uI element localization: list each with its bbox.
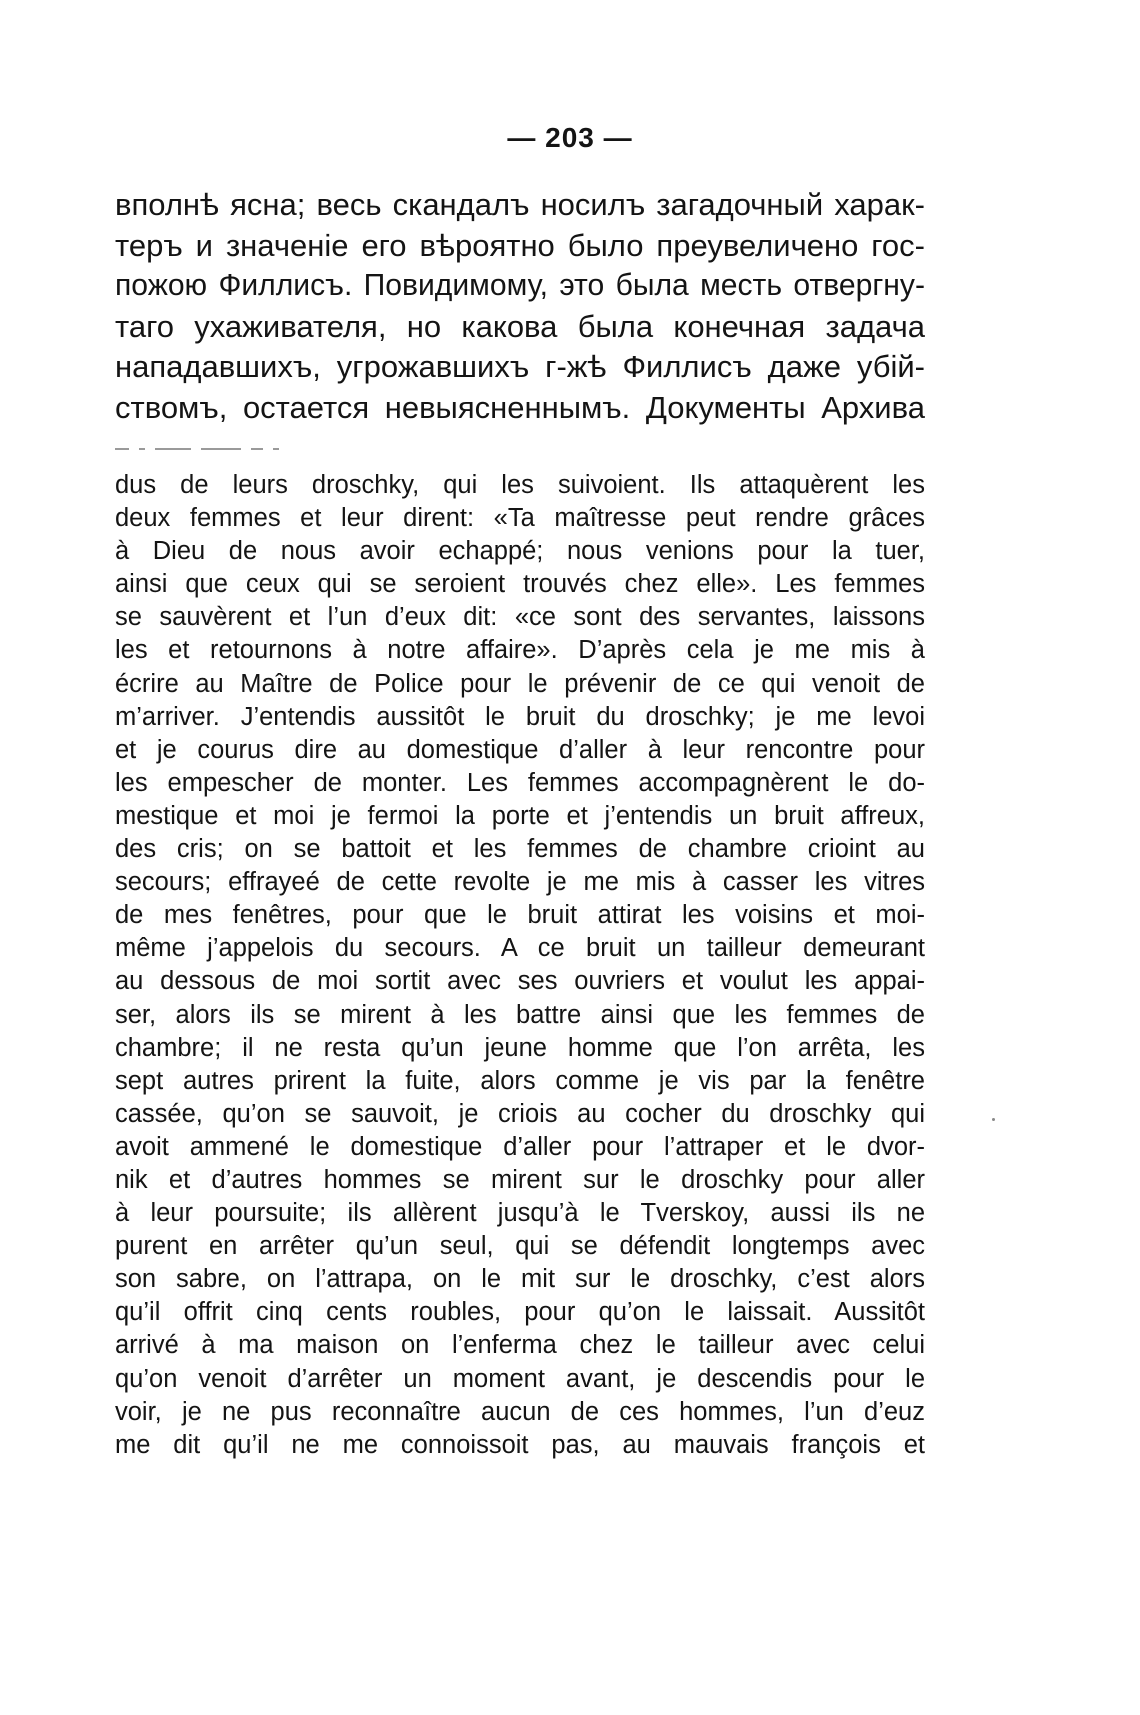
text-line: les et retournons à notre affaire». D’après cela je me mis à [115, 636, 925, 665]
text-line: voir, je ne pus reconnaître aucun de ces hommes, l’un d’euz [115, 1397, 925, 1426]
text-line: les empescher de monter. Les femmes accompagnèrent le do- [115, 768, 925, 797]
text-line: ainsi que ceux qui se seroient trouvés chez elle». Les femmes [115, 570, 925, 599]
text-line: ствомъ, остается невыясненнымъ. Документы Архива [115, 389, 925, 425]
text-line: mestique et moi je fermoi la porte et j’entendis un bruit affreux, [115, 801, 925, 830]
page-number: — 203 — [507, 122, 633, 153]
russian-paragraph [115, 185, 925, 428]
print-speck [992, 1118, 995, 1121]
text-line: son sabre, on l’attrapa, on le mit sur le droschky, c’est alors [115, 1265, 925, 1294]
french-quotation [115, 469, 925, 1462]
text-line: deux femmes et leur dirent: «Ta maîtresse peut rendre grâces [115, 504, 925, 533]
footnote-separator [115, 448, 375, 452]
text-line: même j’appelois du secours. A ce bruit un tailleur demeurant [115, 934, 925, 963]
text-line: à Dieu de nous avoir echappé; nous venions pour la tuer, [115, 537, 925, 566]
text-line: пожою Филлисъ. Повидимому, это была месть отвергну- [115, 269, 925, 302]
text-line: нападавшихъ, угрожавшихъ г-жѣ Филлисъ даже убій- [115, 349, 925, 384]
text-line: arrivé à ma maison on l’enferma chez le tailleur avec celui [115, 1331, 925, 1360]
text-line: вполнѣ ясна; весь скандалъ носилъ загадочный харак- [115, 187, 925, 222]
text-line: таго ухаживателя, но какова была конечная задача [115, 308, 925, 344]
text-line: m’arriver. J’entendis aussitôt le bruit du droschky; je me levoi [115, 702, 925, 731]
text-line: avoit ammené le domestique d’aller pour l’attraper et le dvor- [115, 1132, 925, 1161]
text-line: écrire au Maître de Police pour le prévenir de ce qui venoit de [115, 669, 925, 698]
text-line: à leur poursuite; ils allèrent jusqu’à le Tverskoy, aussi ils ne [115, 1199, 925, 1228]
text-line: dus de leurs droschky, qui les suivoient. Ils attaquèrent les [115, 471, 925, 499]
text-line: qu’on venoit d’arrêter un moment avant, je descendis pour le [115, 1364, 925, 1393]
text-line: et je courus dire au domestique d’aller à leur rencontre pour [115, 735, 925, 764]
text-line: me dit qu’il ne me connoissoit pas, au mauvais françois et [115, 1430, 925, 1459]
text-line: cassée, qu’on se sauvoit, je criois au cocher du droschky qui [115, 1099, 925, 1128]
text-line: теръ и значеніе его вѣроятно было преувеличено гос- [115, 227, 925, 263]
text-line: chambre; il ne resta qu’un jeune homme que l’on arrêta, les [115, 1033, 925, 1062]
text-line: sept autres prirent la fuite, alors comme je vis par la fenêtre [115, 1066, 925, 1095]
text-line: ser, alors ils se mirent à les battre ainsi que les femmes de [115, 1000, 925, 1029]
text-line: se sauvèrent et l’un d’eux dit: «ce sont des servantes, laissons [115, 603, 925, 632]
text-line: des cris; on se battoit et les femmes de chambre crioint au [115, 835, 925, 864]
text-line: de mes fenêtres, pour que le bruit attirat les voisins et moi- [115, 901, 925, 930]
text-line: purent en arrêter qu’un seul, qui se défendit longtemps avec [115, 1232, 925, 1261]
text-line: qu’il offrit cinq cents roubles, pour qu’on le laissait. Aussitôt [115, 1298, 925, 1327]
text-line: secours; effrayeé de cette revolte je me mis à casser les vitres [115, 868, 925, 897]
text-line: au dessous de moi sortit avec ses ouvriers et voulut les appai- [115, 967, 925, 996]
text-line: nik et d’autres hommes se mirent sur le droschky pour aller [115, 1165, 925, 1194]
